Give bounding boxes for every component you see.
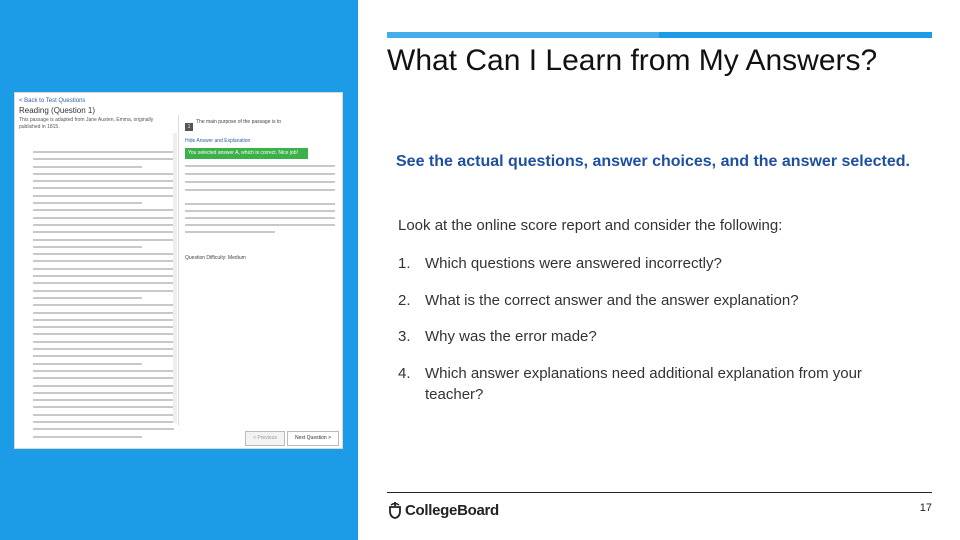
answer-option-c xyxy=(185,181,335,183)
list-item-text: Which questions were answered incorrectly? xyxy=(425,255,722,272)
score-report-screenshot xyxy=(14,92,343,449)
question-text: The main purpose of the passage is to xyxy=(196,119,282,125)
list-item-number: 4. xyxy=(398,364,411,382)
title-accent-bar-light xyxy=(387,32,659,38)
question-header: Reading (Question 1) xyxy=(19,106,96,115)
answer-option-b xyxy=(185,173,335,175)
back-link[interactable]: < Back to Test Questions xyxy=(19,98,86,104)
question-number-badge: 1 xyxy=(185,123,193,131)
list-item-text: Why was the error made? xyxy=(425,328,597,345)
slide-title: What Can I Learn from My Answers? xyxy=(387,44,878,77)
list-item-number: 3. xyxy=(398,328,411,345)
page-number: 17 xyxy=(919,502,932,514)
blue-side-panel xyxy=(0,0,358,540)
question-difficulty: Question Difficulty: Medium xyxy=(185,255,246,261)
logo-text: CollegeBoard xyxy=(405,501,499,519)
question-list xyxy=(398,253,918,420)
acorn-icon xyxy=(388,501,402,519)
list-item xyxy=(398,326,918,347)
list-item xyxy=(398,253,918,274)
answer-option-a xyxy=(185,165,335,167)
explanation-toggle-link[interactable]: Hide Answer and Explanation xyxy=(185,138,251,144)
list-item xyxy=(398,290,918,311)
passage-intro: This passage is adapted from Jane Austen, Emma, originally published in 1815. xyxy=(19,117,154,130)
list-item-text: Which answer explanations need additional explanation from your teacher? xyxy=(425,364,862,403)
slide-subhead: See the actual questions, answer choices, and the answer selected. xyxy=(396,153,910,170)
answer-explanation xyxy=(185,203,335,238)
passage-text xyxy=(19,151,174,443)
selected-answer-banner: You selected answer A, which is correct. Nice job! xyxy=(185,148,308,159)
footer-rule xyxy=(387,492,932,493)
passage-scrollbar[interactable] xyxy=(173,133,177,423)
list-item-text: What is the correct answer and the answer explanation? xyxy=(425,291,799,309)
list-item-number: 2. xyxy=(398,291,411,309)
list-item xyxy=(398,363,918,405)
answer-option-d xyxy=(185,189,335,191)
collegeboard-logo xyxy=(388,500,499,520)
pane-divider xyxy=(178,115,179,425)
next-question-button[interactable]: Next Question > xyxy=(287,431,339,446)
list-item-number: 1. xyxy=(398,255,411,272)
lead-text: Look at the online score report and consider the following: xyxy=(398,217,783,234)
previous-button[interactable]: < Previous xyxy=(245,431,285,446)
